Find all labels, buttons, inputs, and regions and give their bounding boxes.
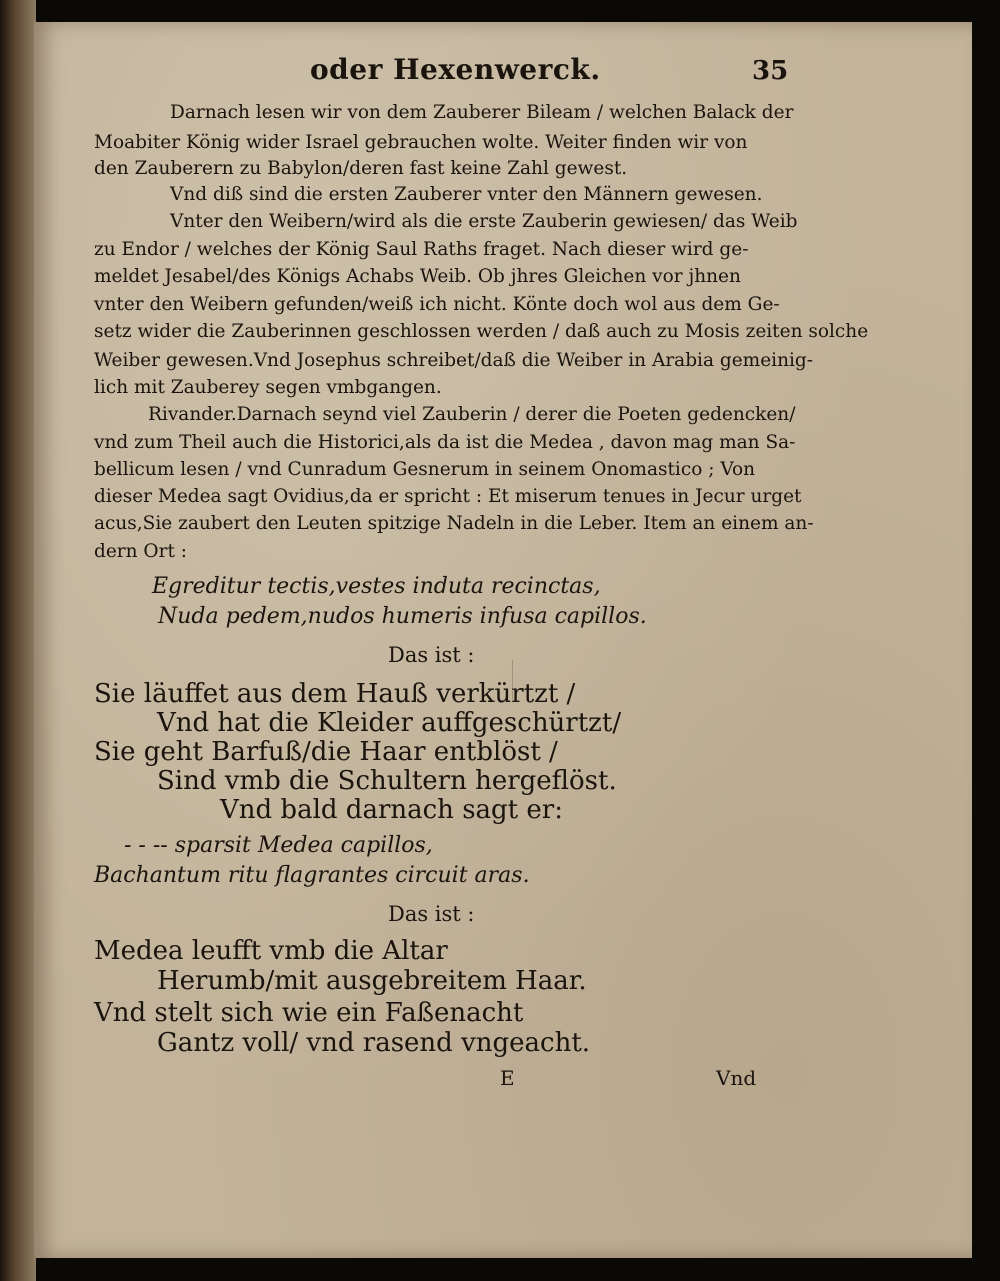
body-line: Rivander.Darnach seynd viel Zauberin / derer die Poeten gedencken/ xyxy=(148,404,796,425)
body-line: setz wider die Zauberinnen geschlossen werden / daß auch zu Mosis zeiten solche xyxy=(94,321,869,342)
body-line: acus,Sie zaubert den Leuten spitzige Nadeln in die Leber. Item an einem an- xyxy=(94,513,814,534)
body-line: Vnd diß sind die ersten Zauberer vnter den Männern gewesen. xyxy=(170,184,763,205)
body-line: dieser Medea sagt Ovidius,da er spricht : Et miserum tenues in Jecur urget xyxy=(94,486,802,507)
verse-line: Sie läuffet aus dem Hauß verkürtzt / xyxy=(94,679,576,709)
signature-mark: E xyxy=(500,1066,515,1090)
verse-line: Gantz voll/ vnd rasend vngeacht. xyxy=(157,1028,591,1058)
page-number: 35 xyxy=(752,56,789,86)
verse-line: Sie geht Barfuß/die Haar entblöst / xyxy=(94,737,558,767)
body-line: meldet Jesabel/des Königs Achabs Weib. Ob jhres Gleichen vor jhnen xyxy=(94,266,741,287)
verse-line: Vnd stelt sich wie ein Faßenacht xyxy=(94,998,524,1028)
das-ist-heading: Das ist : xyxy=(388,643,475,667)
body-line: den Zauberern zu Babylon/deren fast keine Zahl gewest. xyxy=(94,158,628,179)
body-line: lich mit Zauberey segen vmbgangen. xyxy=(94,377,442,398)
body-line: vnter den Weibern gefunden/weiß ich nicht. Könte doch wol aus dem Ge- xyxy=(94,294,780,315)
body-line: dern Ort : xyxy=(94,541,187,562)
verse-line: Herumb/mit ausgebreitem Haar. xyxy=(157,966,587,996)
body-line: bellicum lesen / vnd Cunradum Gesnerum in seinem Onomastico ; Von xyxy=(94,459,756,480)
body-line: Weiber gewesen.Vnd Josephus schreibet/daß die Weiber in Arabia gemeinig- xyxy=(94,350,813,371)
verse-line: Sind vmb die Schultern hergeflöst. xyxy=(157,766,617,796)
running-title: oder Hexenwerck. xyxy=(310,53,601,86)
latin-quote-line: Bachantum ritu flagrantes circuit aras. xyxy=(94,863,530,888)
catchword: Vnd xyxy=(716,1066,757,1090)
verse-line: Vnd bald darnach sagt er: xyxy=(220,795,563,825)
latin-quote-line: Egreditur tectis,vestes induta recinctas, xyxy=(152,574,601,599)
verse-line: Vnd hat die Kleider auffgeschürtzt/ xyxy=(157,708,622,738)
latin-quote-line: Nuda pedem,nudos humeris infusa capillos. xyxy=(158,604,647,629)
body-line: Darnach lesen wir von dem Zauberer Bileam / welchen Balack der xyxy=(170,102,794,123)
body-line: zu Endor / welches der König Saul Raths fraget. Nach dieser wird ge- xyxy=(94,239,749,260)
das-ist-heading: Das ist : xyxy=(388,902,475,926)
book-spine-edge xyxy=(0,0,36,1281)
latin-quote-line: - - -- sparsit Medea capillos, xyxy=(124,833,433,858)
verse-line: Medea leufft vmb die Altar xyxy=(94,936,448,966)
body-line: vnd zum Theil auch die Historici,als da ist die Medea , davon mag man Sa- xyxy=(94,432,796,453)
body-line: Vnter den Weibern/wird als die erste Zauberin gewiesen/ das Weib xyxy=(170,211,798,232)
body-line: Moabiter König wider Israel gebrauchen wolte. Weiter finden wir von xyxy=(94,132,748,153)
